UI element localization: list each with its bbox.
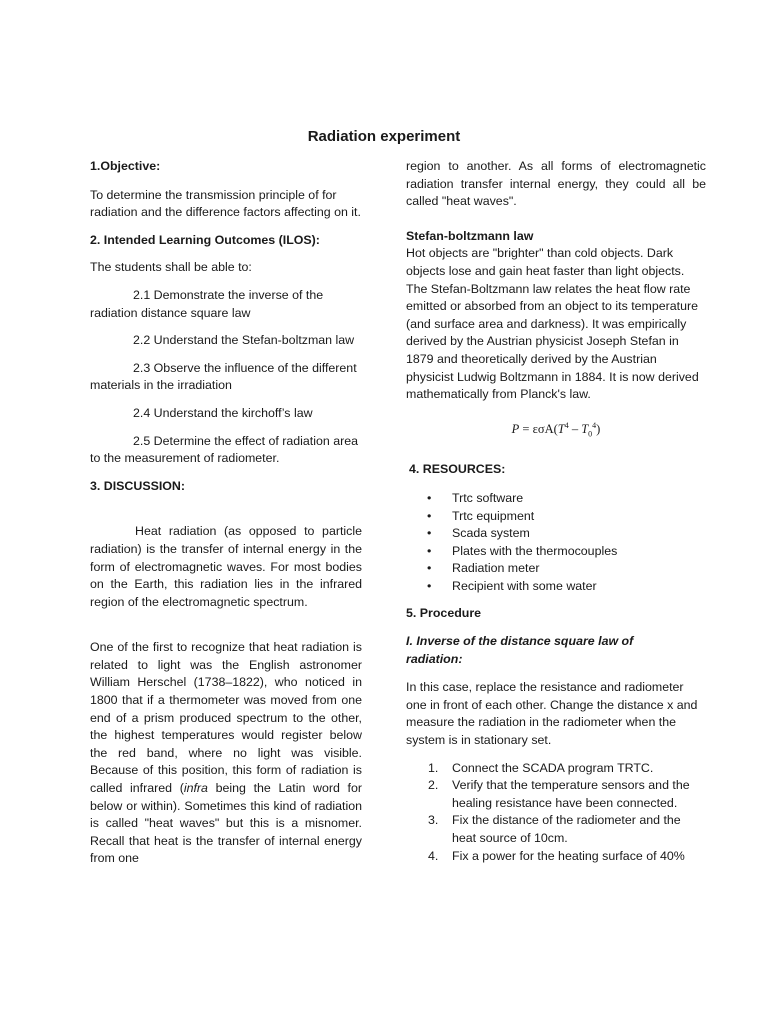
step-text: Fix the distance of the radiometer and the heat source of 10cm. bbox=[452, 813, 681, 845]
step-text: Fix a power for the heating surface of 40% bbox=[452, 848, 685, 863]
list-item bbox=[406, 848, 706, 866]
list-item bbox=[406, 812, 706, 847]
ilo-item: 2.4 Understand the kirchoff’s law bbox=[133, 405, 313, 420]
formula-minus: – bbox=[568, 421, 582, 436]
formula-t0-exp: 4 bbox=[592, 420, 597, 430]
list-item: • Recipient with some water bbox=[406, 578, 706, 596]
list-item: • Trtc software bbox=[406, 490, 706, 508]
ilo-item: 2.1 Demonstrate the inverse of the radiation distance square law bbox=[90, 287, 324, 320]
procedure-text: In this case, replace the resistance and radiometer one in front of each other. Change the distance x and measure the radiation in the radiometer when the system is in stationary set. bbox=[406, 680, 698, 748]
formula-t0: T bbox=[581, 421, 589, 436]
formula-t0-sub: 0 bbox=[588, 429, 593, 439]
page-title: Radiation experiment bbox=[307, 128, 461, 145]
step-number: 1. bbox=[428, 760, 439, 775]
stefan-text: Hot objects are "brighter" than cold objects. Dark objects lose and gain heat faster than light objects. The Stefan-Boltzmann law relates the heat flow rate emitted or absorbed from an object to its temperature (and surface area and darkness). It was empirically derived by the Austrian physicist Joseph Stefan in 1879 and theoretically derived by the Austrian physicist Ludwig Boltzmann in 1884. It is now derived mathematically from Planck's law. bbox=[406, 246, 699, 402]
formula-eq: = εσA( bbox=[519, 421, 558, 436]
list-item: • Radiation meter bbox=[406, 560, 706, 578]
formula-close: ) bbox=[596, 421, 601, 436]
step-number: 4. bbox=[428, 848, 439, 863]
discussion-paragraph: Heat radiation (as opposed to particle radiation) is the transfer of internal energy in the form of electromagnetic waves. For most bodies on the Earth, this radiation lies in the infrared region of the electromagnetic spectrum. bbox=[90, 524, 362, 609]
discussion-heading: 3. DISCUSSION: bbox=[90, 478, 186, 493]
procedure-heading: 5. Procedure bbox=[406, 606, 482, 621]
objective-text: To determine the transmission principle of for radiation and the difference factors affecting on it. bbox=[90, 187, 361, 220]
list-item bbox=[406, 777, 706, 812]
ilos-heading: 2. Intended Learning Outcomes (ILOS): bbox=[90, 232, 320, 247]
left-column bbox=[90, 158, 362, 868]
ilo-item: 2.3 Observe the influence of the different materials in the irradiation bbox=[90, 360, 357, 393]
objective-heading: 1.Objective: bbox=[90, 159, 161, 173]
continuation-text: region to another. As all forms of electromagnetic radiation transfer internal energy, they could all be called "heat waves". bbox=[406, 159, 706, 209]
stefan-heading: Stefan-boltzmann law bbox=[406, 228, 534, 243]
resources-heading: 4. RESOURCES: bbox=[409, 462, 506, 477]
ilos-intro: The students shall be able to: bbox=[90, 260, 252, 275]
procedure-steps bbox=[406, 760, 706, 866]
formula-lhs: P bbox=[511, 421, 520, 436]
discussion-paragraph-herschel bbox=[90, 639, 362, 868]
list-item: • Scada system bbox=[406, 525, 706, 543]
ilo-item: 2.5 Determine the effect of radiation area to the measurement of radiometer. bbox=[90, 433, 359, 466]
step-text: Verify that the temperature sensors and the healing resistance have been connected. bbox=[452, 778, 690, 810]
step-number: 3. bbox=[428, 813, 439, 828]
list-item: • Trtc equipment bbox=[406, 508, 706, 526]
formula-t-exp: 4 bbox=[564, 420, 569, 430]
stefan-boltzmann-formula bbox=[406, 421, 706, 439]
step-text: Connect the SCADA program TRTC. bbox=[452, 760, 654, 775]
herschel-italic: infra bbox=[183, 781, 208, 796]
resources-list bbox=[406, 490, 706, 596]
herschel-text-a: One of the first to recognize that heat radiation is related to light was the English astronomer William Herschel (1738–1822), who noticed in 1800 that if a thermometer was moved from one end of a prism produced spectrum to the other, the highest temperatures would register below the red band, where no light was visible. Because of this position, this form of radiation is called infrared ( bbox=[90, 640, 362, 796]
formula-t: T bbox=[557, 421, 565, 436]
list-item bbox=[406, 760, 706, 778]
right-column bbox=[406, 158, 706, 865]
list-item: • Plates with the thermocouples bbox=[406, 543, 706, 561]
procedure-subheading: I. Inverse of the distance square law of radiation: bbox=[406, 634, 634, 666]
ilo-item: 2.2 Understand the Stefan-boltzman law bbox=[133, 333, 355, 348]
herschel-text-b: being the Latin word for below or within). Sometimes this kind of radiation is called "heat waves" but this is a misnomer. Recall that heat is the transfer of internal energy from one bbox=[90, 781, 362, 866]
step-number: 2. bbox=[428, 778, 439, 793]
